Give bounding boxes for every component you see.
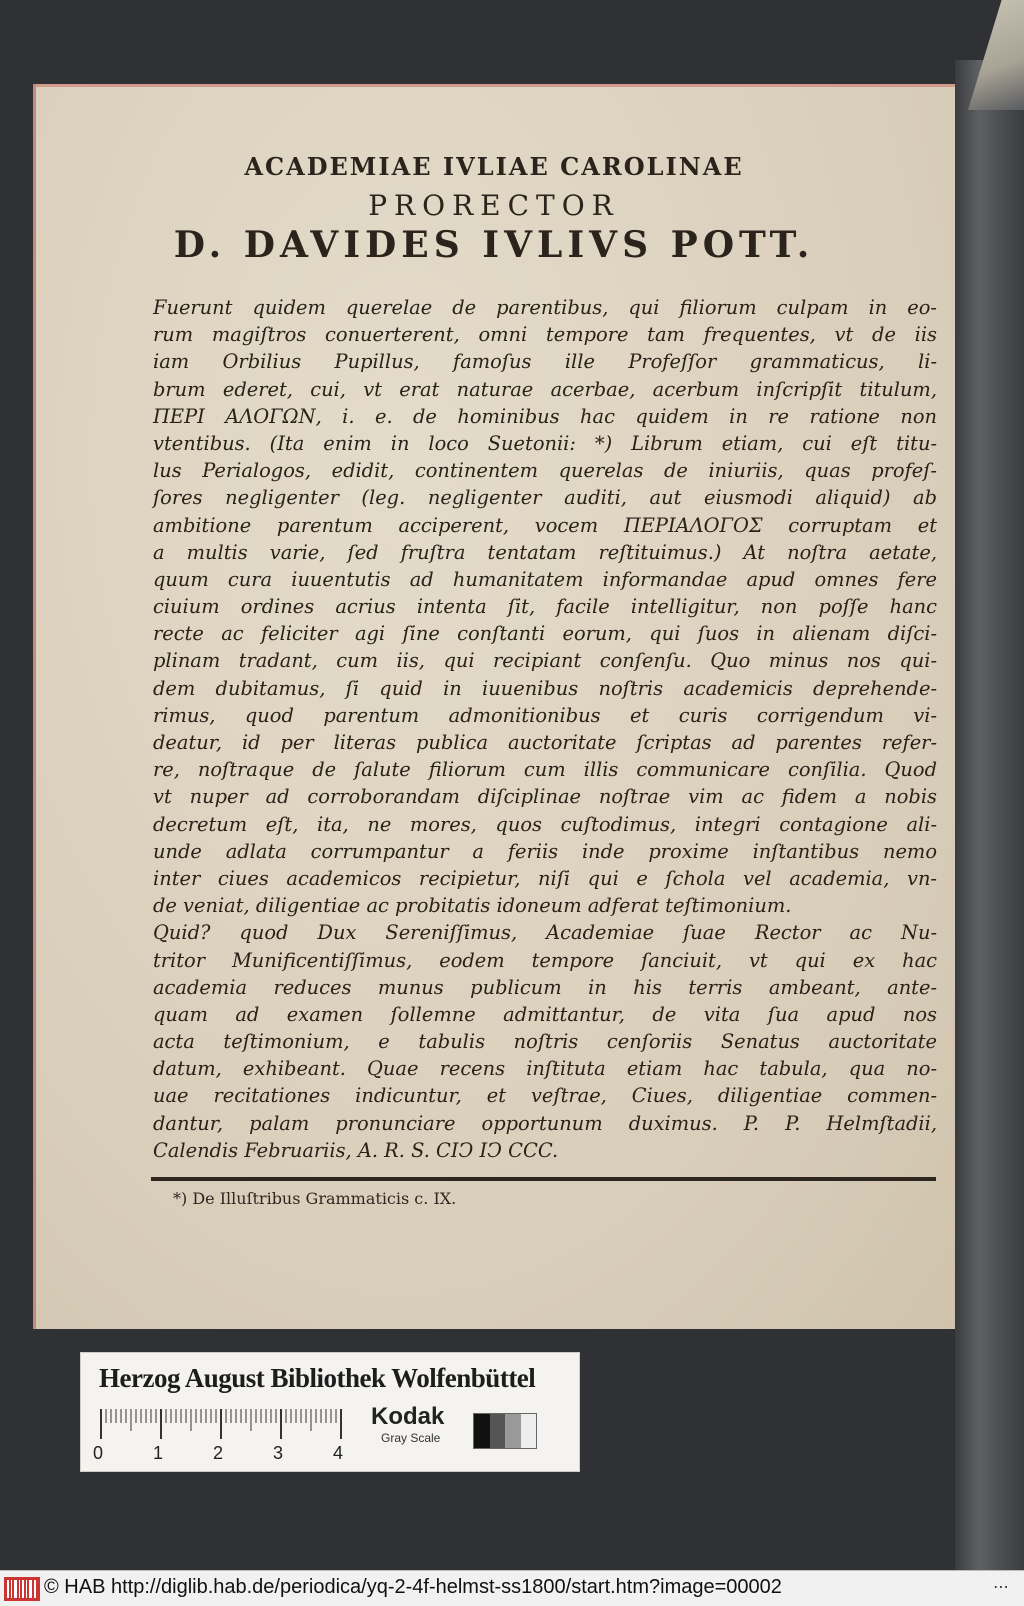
body-line: brum ederet, cui, vt erat naturae acerbae, acerbum inſcripſit titulum, bbox=[153, 377, 937, 401]
body-line: Calendis Februariis, A. R. S. CIϽ IϽ CCC. bbox=[153, 1138, 559, 1162]
body-line: lus Perialogos, edidit, continentem querelas de iniuriis, quas profeſ- bbox=[153, 459, 937, 483]
body-line: rimus, quod parentum admonitionibus et curis corrigendum vi- bbox=[153, 703, 937, 727]
ruler-number: 1 bbox=[153, 1443, 164, 1463]
library-color-card bbox=[80, 1352, 580, 1472]
body-line: Fuerunt quidem querelae de parentibus, qui filiorum culpam in eo- bbox=[153, 296, 937, 319]
body-line: dantur, palam pronunciare opportunum duximus. P. P. Helmſtadii, bbox=[153, 1111, 937, 1135]
body-line: datum, exhibeant. Quae recens inſtituta etiam hac tabula, qua no- bbox=[153, 1057, 937, 1081]
body-line: dem dubitamus, ſi quid in iuuenibus noſtris academicis deprehende- bbox=[153, 676, 937, 700]
body-line: vt nuper ad corroborandam diſciplinae noſtrae vim ac fidem a nobis bbox=[153, 785, 937, 809]
body-line: acta teſtimonium, e tabulis noſtris cenſoriis Senatus auctoritate bbox=[153, 1030, 937, 1054]
ellipsis-icon[interactable]: ⋯ bbox=[993, 1577, 1009, 1596]
ruler-number: 0 bbox=[93, 1443, 104, 1463]
barcode-icon bbox=[4, 1577, 40, 1601]
body-line: ΠΕΡΙ ΑΛΟΓΩΝ, i. e. de hominibus hac quidem in re ratione non bbox=[153, 404, 937, 428]
body-line: plinam tradant, cum iis, qui recipiant conſenſu. Quo minus nos qui- bbox=[153, 649, 937, 673]
document-page bbox=[33, 84, 955, 1329]
body-line: recte ac feliciter agi ſine conſtanti eorum, qui ſuos in alienam diſci- bbox=[153, 622, 937, 646]
kodak-subtitle: Gray Scale bbox=[381, 1431, 441, 1445]
body-line: de veniat, diligentiae ac probitatis idoneum adferat teſtimonium. bbox=[153, 894, 792, 918]
footnote: *) De Illuſtribus Grammaticis c. IX. bbox=[173, 1189, 457, 1208]
library-name: Herzog August Bibliothek Wolfenbüttel bbox=[99, 1363, 536, 1393]
body-line: ciuium ordines acrius intenta ſit, facile intelligitur, non poſſe hanc bbox=[153, 595, 937, 619]
body-line: iam Orbilius Pupillus, famoſus ille Profeſſor grammaticus, li- bbox=[153, 350, 937, 374]
body-line: rum magiſtros conuerterent, omni tempore tam frequentes, vt de iis bbox=[153, 323, 937, 347]
status-bar bbox=[0, 1570, 1024, 1606]
body-line: decretum eſt, ita, ne mores, quos cuſtodimus, integri contagione ali- bbox=[153, 812, 937, 836]
scale-ruler bbox=[99, 1407, 349, 1441]
body-line: vtentibus. (Ita enim in loco Suetonii: *) Librum etiam, cui eſt titu- bbox=[153, 431, 937, 455]
book-spine bbox=[955, 60, 1024, 1570]
body-text bbox=[153, 294, 937, 1164]
body-line: academia reduces munus publicum in his terris ambeant, ante- bbox=[153, 975, 937, 999]
ruler-number: 3 bbox=[273, 1443, 284, 1463]
body-line: inter ciues academicos recipietur, niſi qui e ſchola vel academia, vn- bbox=[153, 866, 937, 890]
kodak-logo bbox=[371, 1403, 444, 1445]
body-line: ambitione parentum acciperent, vocem ΠΕΡΙΑΛΟΓΟΣ corruptam et bbox=[153, 513, 937, 537]
body-line: quum cura iuuentutis ad humanitatem informandae apud omnes fere bbox=[153, 567, 937, 591]
body-line: quam ad examen ſollemne admittantur, de vita ſua apud nos bbox=[153, 1002, 937, 1026]
gray-scale-swatch bbox=[473, 1413, 537, 1449]
heading-prorector: PRORECTOR bbox=[368, 189, 620, 222]
body-line: a multis varie, ſed fruſtra tentatam reſtituimus.) At noſtra aetate, bbox=[153, 540, 937, 564]
body-line: uae recitationes indicuntur, et veſtrae, Ciues, diligentiae commen- bbox=[153, 1084, 937, 1108]
body-line: re, noſtraque de ſalute filiorum cum illis communicare conſilia. Quod bbox=[153, 758, 937, 782]
heading-name: D. DAVIDES IVLIVS POTT. bbox=[173, 224, 815, 266]
body-line: unde adlata corrumpantur a feriis inde proxime inſtantibus nemo bbox=[153, 839, 937, 863]
kodak-word: Kodak bbox=[371, 1403, 445, 1430]
body-line: tritor Munificentiſſimus, eodem tempore ſanciuit, vt qui ex hac bbox=[153, 948, 937, 972]
footnote-rule bbox=[151, 1177, 936, 1181]
heading-academy: ACADEMIAE IVLIAE CAROLINAE bbox=[244, 152, 744, 181]
body-line: Quid? quod Dux Sereniſſimus, Academiae ſuae Rector ac Nu- bbox=[153, 921, 937, 945]
ruler-number: 4 bbox=[333, 1443, 344, 1463]
body-line: ſores negligenter (leg. negligenter auditi, aut eiusmodi aliquid) ab bbox=[153, 486, 937, 510]
body-line: deatur, id per literas publica auctoritate ſcriptas ad parentes refer- bbox=[153, 731, 937, 754]
source-url[interactable]: © HAB http://diglib.hab.de/periodica/yq-2-4f-helmst-ss1800/start.htm?image=00002 bbox=[44, 1576, 782, 1598]
ruler-number: 2 bbox=[213, 1443, 224, 1463]
